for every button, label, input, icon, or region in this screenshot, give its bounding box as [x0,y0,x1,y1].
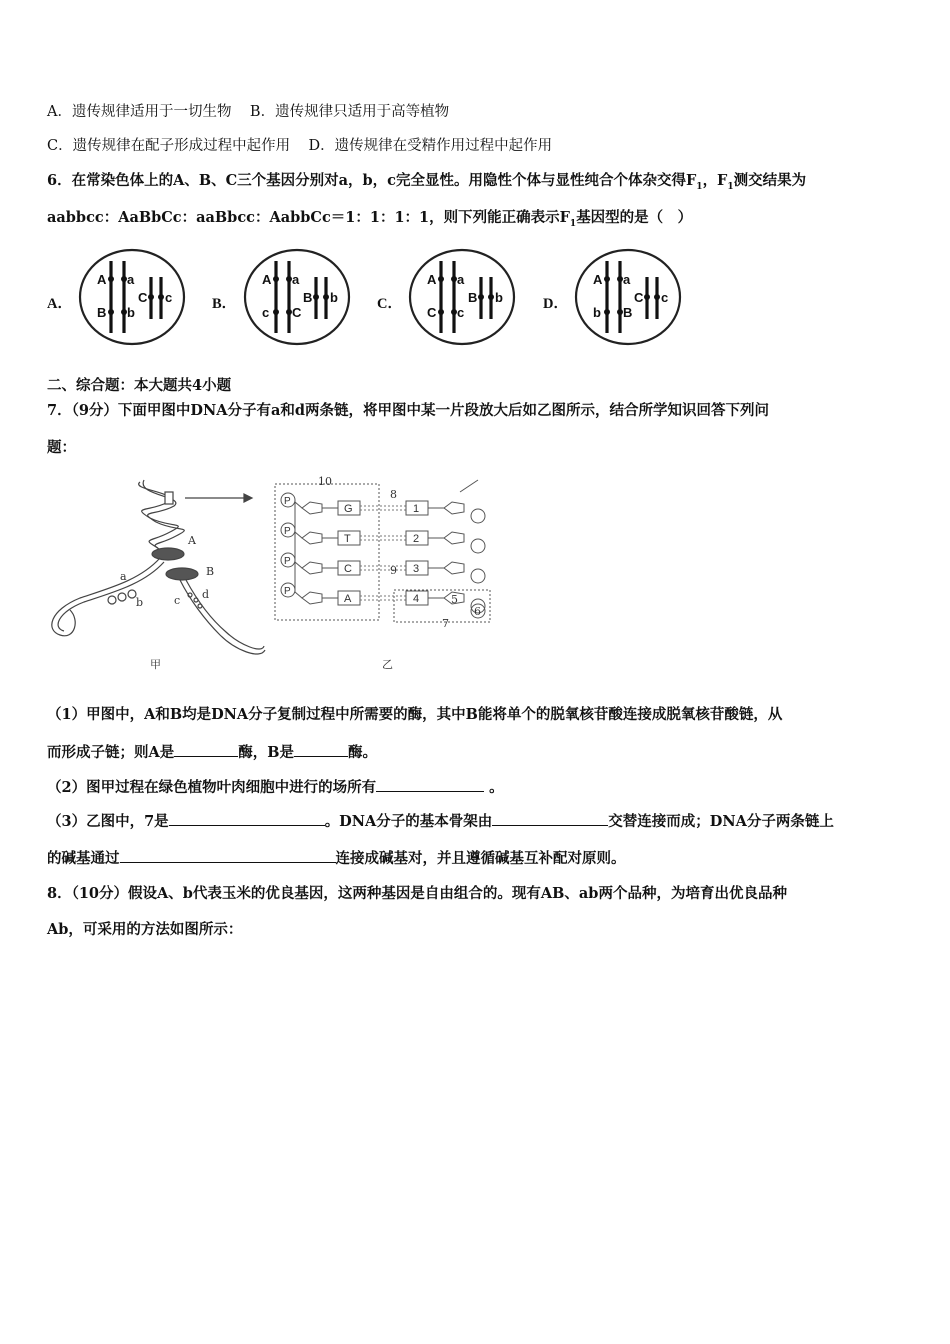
q6-option-label-3[interactable]: D． [543,296,568,312]
q5-options-row2 [47,136,552,156]
gene-upper-mid: a [292,272,300,287]
answer-blank-enzyme-b[interactable] [294,742,348,757]
deoxyribose [302,502,322,514]
subscript: 1 [569,218,577,229]
answer-blank-location[interactable] [376,777,484,792]
q7-sub2 [47,777,504,798]
gene-lower-left: c [262,305,270,320]
q7-sub1-line2 [47,742,377,763]
label-jia: 甲 [150,658,161,671]
label-8: 8 [390,488,397,501]
phosphate [471,539,485,553]
deoxyribose [302,562,322,574]
gene-right-right: c [165,290,173,305]
gene-lower-left: b [593,305,601,320]
q7-text: 而形成子链；则A是 [47,744,175,761]
label-10: 10 [318,475,332,488]
q7-text: （3）乙图中，7是 [47,813,169,830]
cell-diagram-option-2 [407,247,517,347]
q6-stem-line1 [47,171,806,197]
subscript: 1 [727,181,734,192]
label-6: 6 [474,605,481,618]
q6-option-label-0[interactable]: A． [47,296,72,312]
gene-right-right: c [661,290,669,305]
base-label-left: G [344,503,353,515]
cell-diagram-option-1 [242,247,352,347]
phosphate-label: P [284,586,291,597]
label-strand-d: d [202,588,210,601]
q7-sub3-line2 [47,848,626,869]
phosphate [471,509,485,523]
gene-lower-mid: b [127,305,135,320]
figure-jia [52,480,265,654]
q5-option-c: C．遗传规律在配子形成过程中起作用 [47,138,291,154]
label-9: 9 [390,564,397,577]
enzyme-b [166,568,198,580]
gene-upper-left: A [593,272,603,287]
gene-right-right: b [495,290,503,305]
phosphate-label: P [284,556,291,567]
gene-locus [148,294,154,300]
label-7: 7 [442,617,449,630]
dna-replication-figure [40,470,510,675]
base-number-right: 1 [413,503,420,515]
gene-locus [438,276,444,282]
gene-locus [108,309,114,315]
deoxyribose [302,592,322,604]
q7-text: （2）图甲过程在绿色植物叶肉细胞中进行的场所有 [47,779,377,796]
bond [295,562,302,568]
gene-right-left: B [303,290,313,305]
q6-option-label-2[interactable]: C． [377,296,402,312]
q5-option-b: B．遗传规律只适用于高等植物 [249,104,450,120]
q7-text: 交替连接而成；DNA分子两条链上 [608,813,834,830]
q7-text: 酶。 [348,744,378,761]
label-enzyme-a: A [188,534,196,547]
base-number-right: 4 [413,593,420,605]
q5-option-a: A．遗传规律适用于一切生物 [47,104,232,120]
base-label-left: A [344,593,352,605]
gene-lower-left: C [427,305,437,320]
gene-upper-mid: a [457,272,465,287]
enzyme-a [152,548,184,560]
gene-upper-left: A [427,272,437,287]
phosphate-label: P [284,496,291,507]
q8-stem-line2: Ab，可采用的方法如图所示： [47,921,243,938]
gene-right-left: C [138,290,148,305]
q7-text: 。DNA分子的基本骨架由 [324,813,493,830]
label-strand-a: a [120,570,127,583]
deoxyribose [302,532,322,544]
label-strand-b: b [136,596,144,609]
q6-text: ，F [702,172,728,189]
q6-text: 测交结果为 [733,172,807,189]
cell-diagram-option-0 [77,247,187,347]
q8-stem-line1: 8．（10分）假设A、b代表玉米的优良基因，这两种基因是自由组合的。现有AB、ab两个品种，为培育出优良品种 [47,885,787,902]
gene-locus [158,294,164,300]
q7-sub3-line1 [47,811,834,832]
answer-blank-7[interactable] [169,811,325,826]
q7-stem-line2: 题： [47,439,76,456]
subscript: 1 [696,181,703,192]
q7-stem-line1: 7．（9分）下面甲图中DNA分子有a和d两条链，将甲图中某一片段放大后如乙图所示，结合所学知识回答下列问 [47,402,770,419]
gene-right-left: B [468,290,478,305]
q7-sub1-line1: （1）甲图中，A和B均是DNA分子复制过程中所需要的酶，其中B能将单个的脱氧核苷酸连接成脱氧核苷酸链，从 [47,706,783,723]
phosphate-label: P [284,526,291,537]
q7-text: 。 [489,779,504,796]
q7-text: 连接成碱基对，并且遵循碱基互补配对原则。 [335,850,626,867]
gene-locus [604,276,610,282]
gene-locus [323,294,329,300]
cell-diagram-option-3 [573,247,683,347]
gene-locus [313,294,319,300]
bond [295,532,302,538]
gene-locus [604,309,610,315]
base-number-right: 2 [413,533,420,545]
gene-locus [273,309,279,315]
gene-lower-mid: c [457,305,465,320]
section-heading: 二、综合题：本大题共4小题 [47,377,232,394]
q7-text: 酶，B是 [238,744,295,761]
gene-right-left: C [634,290,644,305]
bond [295,502,302,508]
answer-blank-bond[interactable] [120,848,336,863]
q5-options-row1 [47,102,449,122]
answer-blank-backbone[interactable] [492,811,608,826]
gene-locus [644,294,650,300]
deoxyribose [444,502,464,514]
gene-upper-left: A [97,272,107,287]
q6-option-label-1[interactable]: B． [212,296,237,312]
gene-lower-mid: B [623,305,633,320]
base-label-left: C [344,563,352,575]
answer-blank-enzyme-a[interactable] [174,742,238,757]
deoxyribose [444,562,464,574]
q6-text: 基因型的是（ ） [576,209,693,226]
gene-upper-mid: a [127,272,135,287]
label-enzyme-b: B [206,565,215,578]
deoxyribose [444,532,464,544]
gene-upper-mid: a [623,272,631,287]
base-number-right: 3 [413,563,420,575]
base-label-left: T [344,533,351,545]
gene-lower-mid: C [292,305,302,320]
label-strand-c: c [174,594,181,607]
gene-locus [273,276,279,282]
gene-locus [478,294,484,300]
q6-text: aabbcc：AaBbCc：aaBbcc：AabbCc＝1：1：1：1，则下列能正确表示F [47,209,570,226]
gene-upper-left: A [262,272,272,287]
q5-option-d: D．遗传规律在受精作用过程中起作用 [308,138,553,154]
gene-lower-left: B [97,305,107,320]
gene-locus [654,294,660,300]
gene-locus [488,294,494,300]
gene-locus [438,309,444,315]
q6-stem-line2 [47,208,692,234]
q6-text: 6．在常染色体上的A、B、C三个基因分别对a，b，c完全显性。用隐性个体与显性纯合个体杂交得F [47,172,697,189]
q7-text: 的碱基通过 [47,850,120,867]
phosphate [471,569,485,583]
bond [295,592,302,598]
label-yi: 乙 [382,658,393,671]
gene-locus [108,276,114,282]
label-5: 5 [451,593,458,606]
gene-right-right: b [330,290,338,305]
